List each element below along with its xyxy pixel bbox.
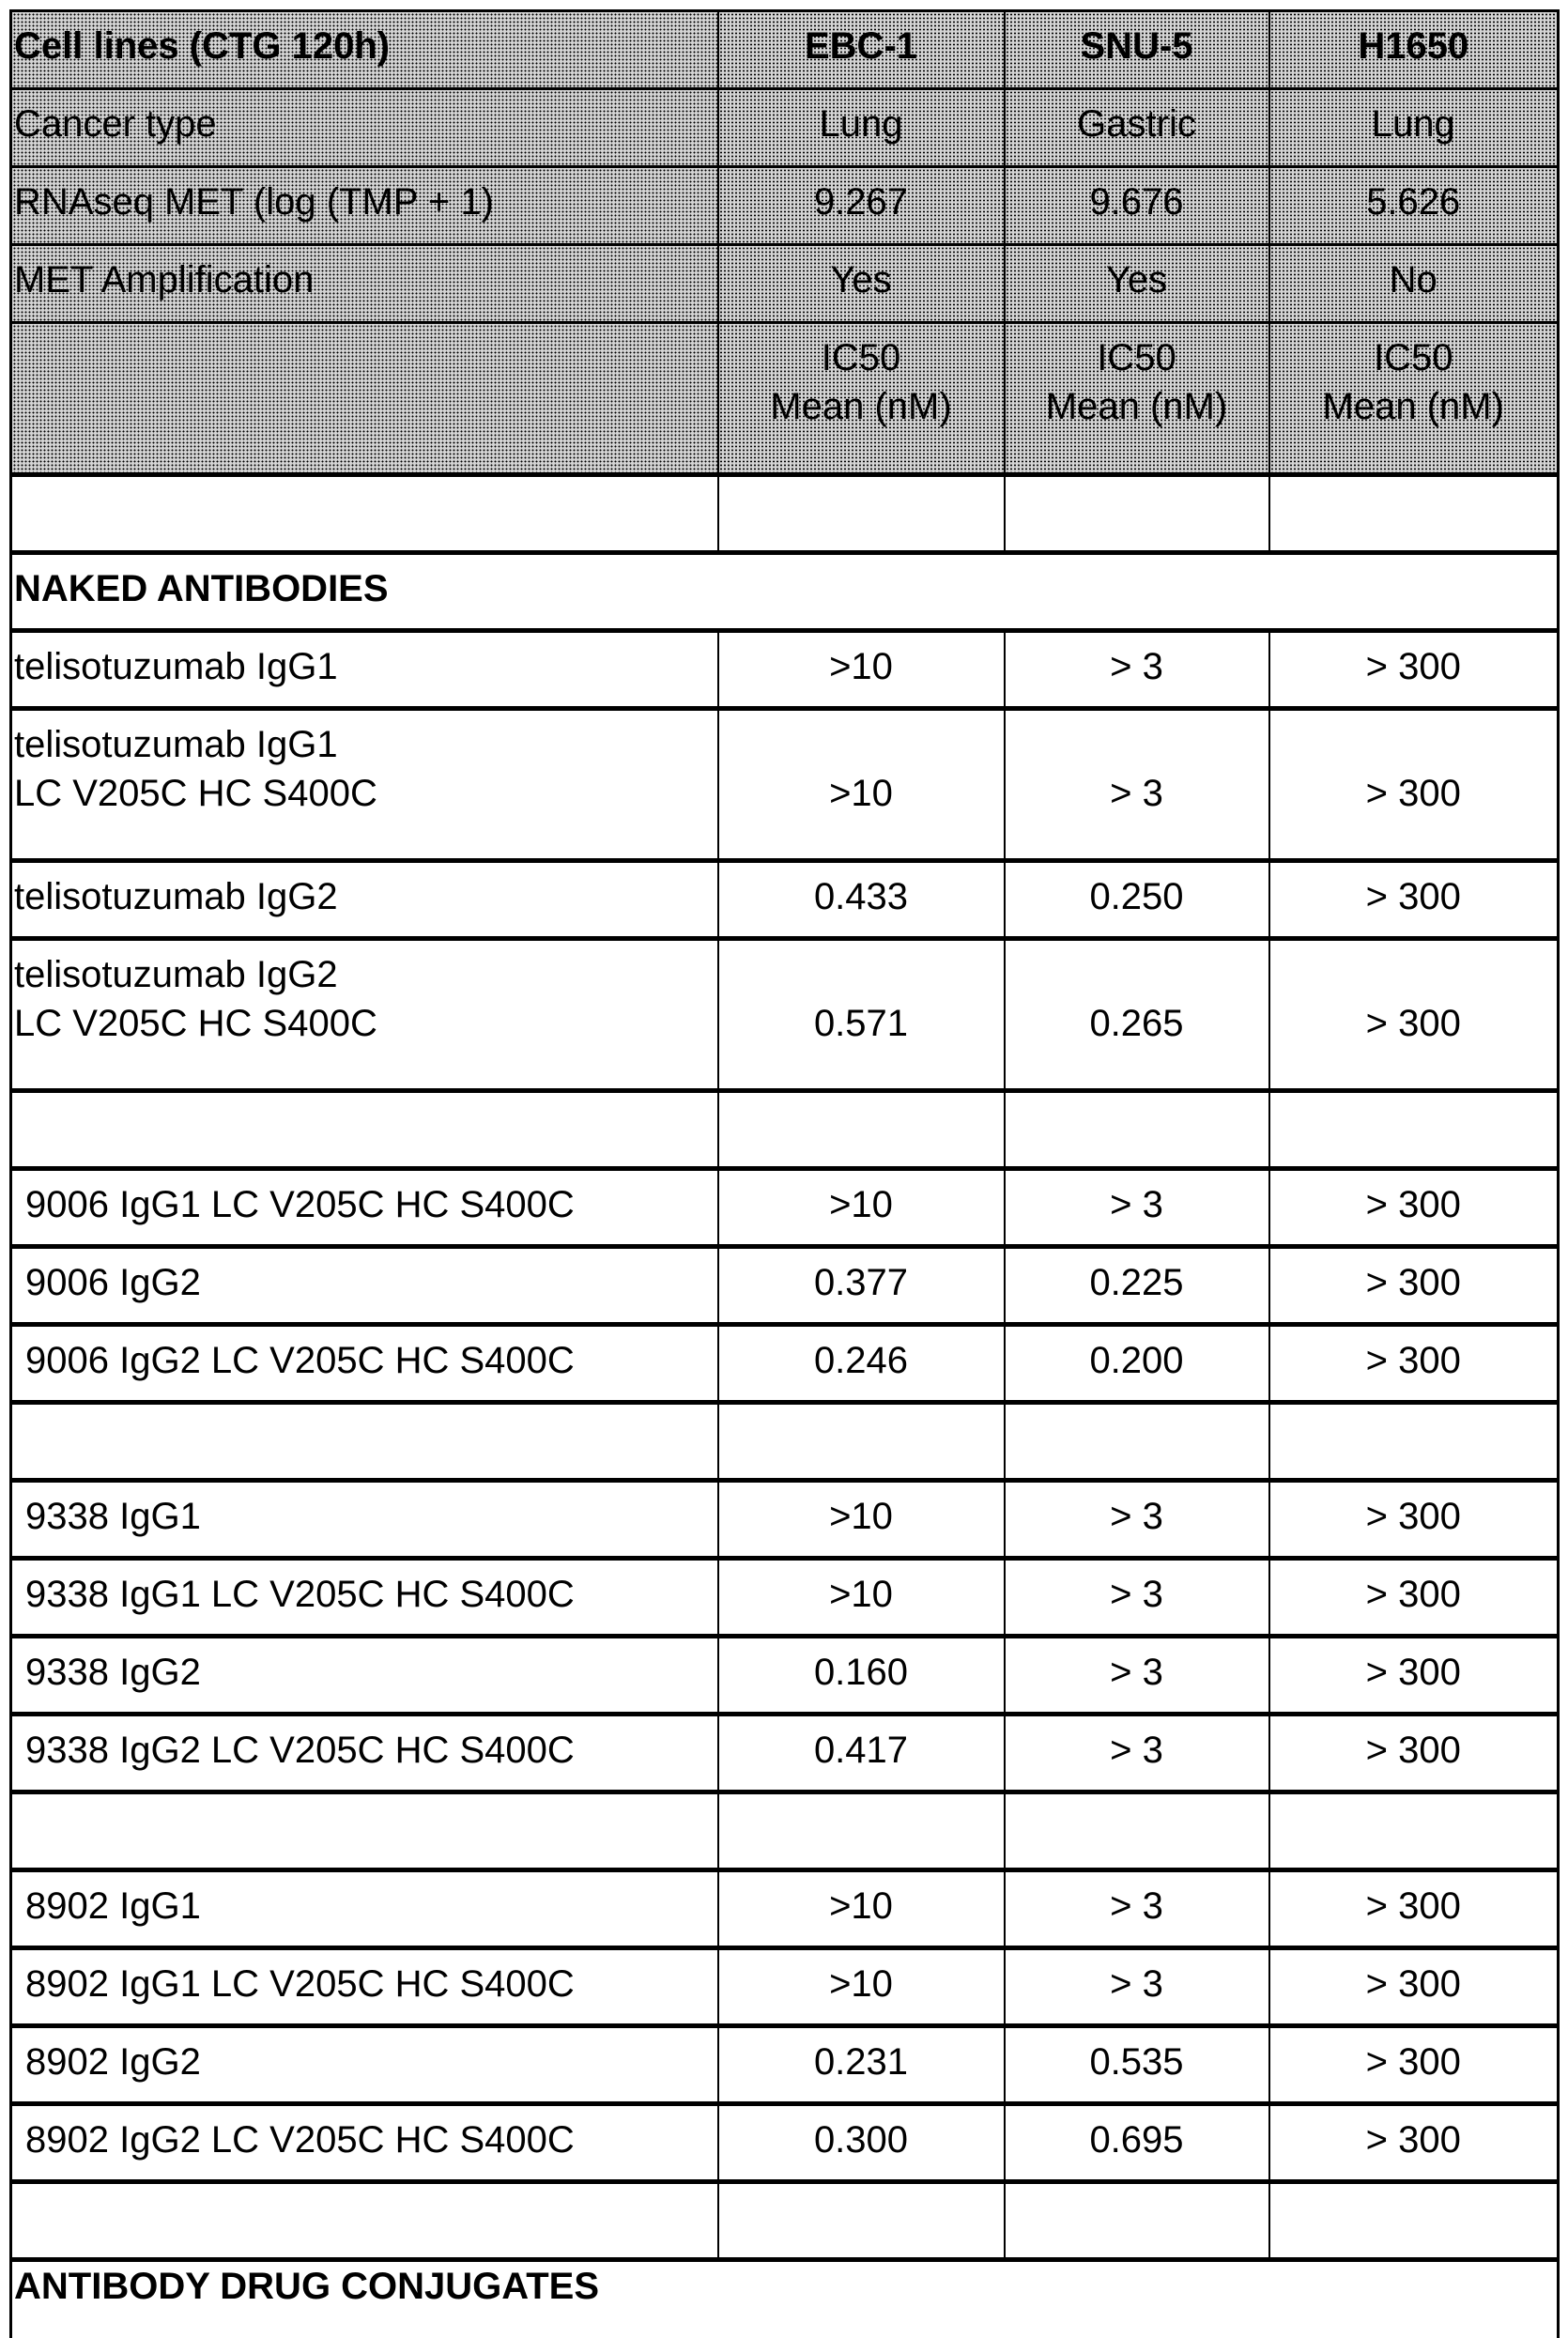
table-row [11, 1870, 1559, 1948]
cell-value: Yes [718, 245, 1005, 323]
header-row-rnaseq [11, 167, 1559, 245]
table-row [11, 2026, 1559, 2104]
table-row [11, 1637, 1559, 1715]
row-label: MET Amplification [11, 245, 718, 323]
spacer-row [11, 1091, 1559, 1169]
spacer-row [11, 1792, 1559, 1870]
column-header-h1650: H1650 [1269, 11, 1559, 89]
row-label: 9338 IgG2 [11, 1637, 718, 1715]
cell-value: > 3 [1005, 1948, 1269, 2026]
header-row-amplification [11, 245, 1559, 323]
cell-value: >10 [718, 709, 1005, 861]
cell-value: > 300 [1269, 1870, 1559, 1948]
cell-value: 5.626 [1269, 167, 1559, 245]
cell-value: 0.695 [1005, 2104, 1269, 2182]
table-row [11, 861, 1559, 939]
table-row [11, 1948, 1559, 2026]
cell-value: > 3 [1005, 1715, 1269, 1792]
section-title: NAKED ANTIBODIES [11, 553, 1559, 631]
cell-value: >10 [718, 1169, 1005, 1247]
table-row [11, 709, 1559, 861]
table-row [11, 1481, 1559, 1559]
cell-value: > 300 [1269, 1559, 1559, 1637]
column-header-snu5: SNU-5 [1005, 11, 1269, 89]
cell-value: 0.200 [1005, 1325, 1269, 1403]
cell-value: >10 [718, 1870, 1005, 1948]
row-label: 8902 IgG2 [11, 2026, 718, 2104]
table-row [11, 1247, 1559, 1325]
cell-value: > 300 [1269, 2026, 1559, 2104]
cell-value: > 300 [1269, 1169, 1559, 1247]
cell-value: 0.265 [1005, 939, 1269, 1091]
cell-value: Lung [1269, 89, 1559, 167]
row-label: 9338 IgG1 LC V205C HC S400C [11, 1559, 718, 1637]
cell-value: Yes [1005, 245, 1269, 323]
spacer-row [11, 2182, 1559, 2260]
table-title: Cell lines (CTG 120h) [11, 11, 718, 89]
row-label: 9338 IgG2 LC V205C HC S400C [11, 1715, 718, 1792]
cell-value: 0.160 [718, 1637, 1005, 1715]
row-label: 9338 IgG1 [11, 1481, 718, 1559]
cell-value: > 300 [1269, 709, 1559, 861]
cell-value: > 300 [1269, 631, 1559, 709]
ic50-data-table [9, 9, 1560, 2338]
row-label: 8902 IgG1 [11, 1870, 718, 1948]
cell-value: 9.676 [1005, 167, 1269, 245]
cell-value: 0.246 [718, 1325, 1005, 1403]
cell-value: >10 [718, 1481, 1005, 1559]
header-row-cell-lines [11, 11, 1559, 89]
cell-value: > 3 [1005, 1559, 1269, 1637]
section-heading-naked-antibodies [11, 553, 1559, 631]
cell-value: > 300 [1269, 1715, 1559, 1792]
cell-value: > 300 [1269, 2104, 1559, 2182]
cell-value: > 3 [1005, 1637, 1269, 1715]
cell-value: Gastric [1005, 89, 1269, 167]
cell-value: 0.571 [718, 939, 1005, 1091]
section-heading-adc [11, 2260, 1559, 2338]
table-row [11, 1715, 1559, 1792]
cell-value: > 300 [1269, 1325, 1559, 1403]
cell-value: > 300 [1269, 1637, 1559, 1715]
cell-value: 0.250 [1005, 861, 1269, 939]
cell-value: 0.433 [718, 861, 1005, 939]
metric-header: IC50 Mean (nM) [718, 323, 1005, 475]
cell-value: >10 [718, 1948, 1005, 2026]
row-label: RNAseq MET (log (TMP + 1) [11, 167, 718, 245]
table-row [11, 1169, 1559, 1247]
cell-value: > 3 [1005, 1870, 1269, 1948]
header-row-metric [11, 323, 1559, 475]
cell-value: 0.231 [718, 2026, 1005, 2104]
table-row [11, 2104, 1559, 2182]
cell-value: > 3 [1005, 1169, 1269, 1247]
row-label: telisotuzumab IgG2 LC V205C HC S400C [11, 939, 718, 1091]
row-label: telisotuzumab IgG2 [11, 861, 718, 939]
cell-value: Lung [718, 89, 1005, 167]
spacer-row [11, 475, 1559, 553]
row-label: 8902 IgG2 LC V205C HC S400C [11, 2104, 718, 2182]
table-row [11, 939, 1559, 1091]
cell-value: > 3 [1005, 1481, 1269, 1559]
metric-header: IC50 Mean (nM) [1005, 323, 1269, 475]
row-label: telisotuzumab IgG1 LC V205C HC S400C [11, 709, 718, 861]
spacer-row [11, 1403, 1559, 1481]
table-row [11, 631, 1559, 709]
section-title: ANTIBODY DRUG CONJUGATES [11, 2260, 1559, 2338]
cell-value: >10 [718, 631, 1005, 709]
cell-value: 0.535 [1005, 2026, 1269, 2104]
cell-value: > 300 [1269, 861, 1559, 939]
column-header-ebc1: EBC-1 [718, 11, 1005, 89]
cell-value: 0.377 [718, 1247, 1005, 1325]
row-label: 8902 IgG1 LC V205C HC S400C [11, 1948, 718, 2026]
cell-value: > 300 [1269, 1247, 1559, 1325]
cell-value: 0.225 [1005, 1247, 1269, 1325]
table-row [11, 1325, 1559, 1403]
cell-value: > 300 [1269, 1948, 1559, 2026]
row-label-empty [11, 323, 718, 475]
row-label: 9006 IgG2 LC V205C HC S400C [11, 1325, 718, 1403]
cell-value: > 3 [1005, 631, 1269, 709]
cell-value: 9.267 [718, 167, 1005, 245]
cell-value: > 300 [1269, 939, 1559, 1091]
cell-value: 0.300 [718, 2104, 1005, 2182]
row-label: 9006 IgG2 [11, 1247, 718, 1325]
cell-value: No [1269, 245, 1559, 323]
cell-value: > 3 [1005, 709, 1269, 861]
table-row [11, 1559, 1559, 1637]
cell-value: >10 [718, 1559, 1005, 1637]
row-label: telisotuzumab IgG1 [11, 631, 718, 709]
cell-value: > 300 [1269, 1481, 1559, 1559]
metric-header: IC50 Mean (nM) [1269, 323, 1559, 475]
row-label: 9006 IgG1 LC V205C HC S400C [11, 1169, 718, 1247]
header-row-cancer-type [11, 89, 1559, 167]
row-label: Cancer type [11, 89, 718, 167]
cell-value: 0.417 [718, 1715, 1005, 1792]
